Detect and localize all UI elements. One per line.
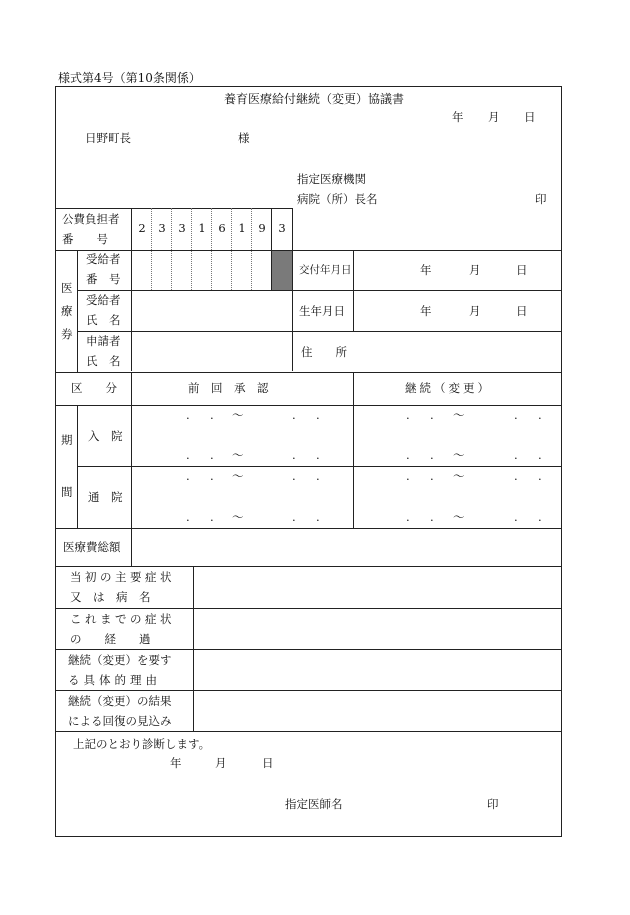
payer-digit: 6 bbox=[218, 221, 226, 235]
date-dot: . bbox=[430, 469, 434, 483]
reason-label: る具体的理由 bbox=[68, 673, 161, 687]
birth-year: 年 bbox=[420, 304, 432, 318]
date-dot: . bbox=[316, 448, 320, 462]
reason-label: の 経 過 bbox=[70, 632, 151, 646]
total-cost-label: 医療費総額 bbox=[63, 540, 121, 554]
date-dot: . bbox=[186, 448, 190, 462]
header-year: 年 bbox=[452, 110, 464, 124]
date-dot: . bbox=[538, 469, 542, 483]
issue-month: 月 bbox=[469, 263, 481, 277]
doctor-seal: 印 bbox=[487, 797, 499, 811]
issue-date-label: 交付年月日 bbox=[299, 264, 352, 276]
issue-year: 年 bbox=[420, 263, 432, 277]
date-dot: . bbox=[538, 448, 542, 462]
footer-day: 日 bbox=[262, 756, 274, 770]
recipient-name-label: 受給者 bbox=[86, 293, 121, 307]
footer-month: 月 bbox=[215, 756, 227, 770]
period-side-label: 期 bbox=[61, 433, 73, 447]
inpatient-label: 入 院 bbox=[88, 429, 123, 443]
recipient-no-label: 受給者 bbox=[86, 252, 121, 266]
birth-day: 日 bbox=[516, 304, 528, 318]
date-dot: . bbox=[406, 469, 410, 483]
date-dot: . bbox=[406, 448, 410, 462]
payer-digit: 9 bbox=[258, 221, 266, 235]
date-dot: . bbox=[210, 469, 214, 483]
header-month: 月 bbox=[488, 110, 500, 124]
medical-card-side-label: 医 bbox=[61, 281, 73, 295]
director-label: 病院（所）長名 bbox=[297, 192, 378, 206]
medical-card-side-label: 券 bbox=[61, 327, 73, 341]
payer-digit: 1 bbox=[238, 221, 246, 235]
date-tilde: 〜 bbox=[453, 510, 465, 524]
birth-date-label: 生年月日 bbox=[299, 304, 345, 318]
date-tilde: 〜 bbox=[232, 448, 244, 462]
date-dot: . bbox=[316, 510, 320, 524]
date-dot: . bbox=[316, 469, 320, 483]
date-tilde: 〜 bbox=[453, 448, 465, 462]
category-label: 区 分 bbox=[71, 381, 117, 395]
reason-label: 又 は 病 名 bbox=[70, 590, 151, 604]
date-dot: . bbox=[186, 469, 190, 483]
continuation-header: 継続（変更） bbox=[405, 381, 492, 395]
date-dot: . bbox=[292, 469, 296, 483]
form-title: 養育医療給付継続（変更）協議書 bbox=[224, 92, 405, 106]
institution-seal: 印 bbox=[535, 192, 547, 206]
footer-year: 年 bbox=[170, 756, 182, 770]
date-dot: . bbox=[292, 510, 296, 524]
doctor-name-label: 指定医師名 bbox=[285, 797, 343, 811]
date-tilde: 〜 bbox=[453, 469, 465, 483]
date-dot: . bbox=[514, 469, 518, 483]
prev-approval-header: 前 回 承 認 bbox=[188, 381, 269, 395]
date-dot: . bbox=[406, 510, 410, 524]
header-day: 日 bbox=[524, 110, 536, 124]
date-dot: . bbox=[514, 448, 518, 462]
address-label: 住 所 bbox=[301, 345, 347, 359]
date-tilde: 〜 bbox=[232, 408, 244, 422]
date-tilde: 〜 bbox=[232, 510, 244, 524]
payer-label-2: 番 号 bbox=[62, 232, 108, 246]
date-dot: . bbox=[186, 408, 190, 422]
payer-digit: 1 bbox=[198, 221, 206, 235]
date-dot: . bbox=[292, 448, 296, 462]
date-dot: . bbox=[210, 448, 214, 462]
diagnosis-statement: 上記のとおり診断します。 bbox=[73, 737, 211, 751]
date-dot: . bbox=[430, 448, 434, 462]
applicant-name-label: 申請者 bbox=[86, 334, 121, 348]
reason-label: これまでの症状 bbox=[70, 612, 175, 626]
date-dot: . bbox=[316, 408, 320, 422]
date-dot: . bbox=[514, 510, 518, 524]
addressee-name: 日野町長 bbox=[85, 131, 131, 145]
payer-label-1: 公費負担者 bbox=[62, 212, 120, 226]
issue-day: 日 bbox=[516, 263, 528, 277]
reason-label: による回復の見込み bbox=[68, 714, 172, 728]
recipient-name-label: 氏 名 bbox=[86, 313, 121, 327]
recipient-no-label: 番 号 bbox=[86, 272, 121, 286]
payer-digit: 2 bbox=[138, 221, 146, 235]
institution-label: 指定医療機関 bbox=[297, 172, 366, 186]
date-dot: . bbox=[514, 408, 518, 422]
applicant-name-label: 氏 名 bbox=[86, 354, 121, 368]
addressee-honorific: 様 bbox=[238, 131, 250, 145]
form-label: 様式第4号（第10条関係） bbox=[58, 71, 201, 85]
payer-digit: 3 bbox=[158, 221, 166, 235]
reason-label: 当初の主要症状 bbox=[70, 570, 175, 584]
date-dot: . bbox=[406, 408, 410, 422]
outpatient-label: 通 院 bbox=[88, 490, 123, 504]
date-dot: . bbox=[186, 510, 190, 524]
reason-label: 継続（変更）を要す bbox=[68, 653, 172, 667]
reason-label: 継続（変更）の結果 bbox=[68, 694, 172, 708]
check-digit-shade bbox=[272, 251, 292, 290]
medical-card-side-label: 療 bbox=[61, 304, 73, 318]
date-dot: . bbox=[430, 510, 434, 524]
birth-month: 月 bbox=[469, 304, 481, 318]
date-dot: . bbox=[538, 408, 542, 422]
period-side-label: 間 bbox=[61, 485, 73, 499]
date-dot: . bbox=[210, 408, 214, 422]
date-dot: . bbox=[430, 408, 434, 422]
date-dot: . bbox=[538, 510, 542, 524]
payer-digit: 3 bbox=[278, 221, 286, 235]
payer-digit: 3 bbox=[178, 221, 186, 235]
date-dot: . bbox=[210, 510, 214, 524]
date-dot: . bbox=[292, 408, 296, 422]
date-tilde: 〜 bbox=[453, 408, 465, 422]
date-tilde: 〜 bbox=[232, 469, 244, 483]
